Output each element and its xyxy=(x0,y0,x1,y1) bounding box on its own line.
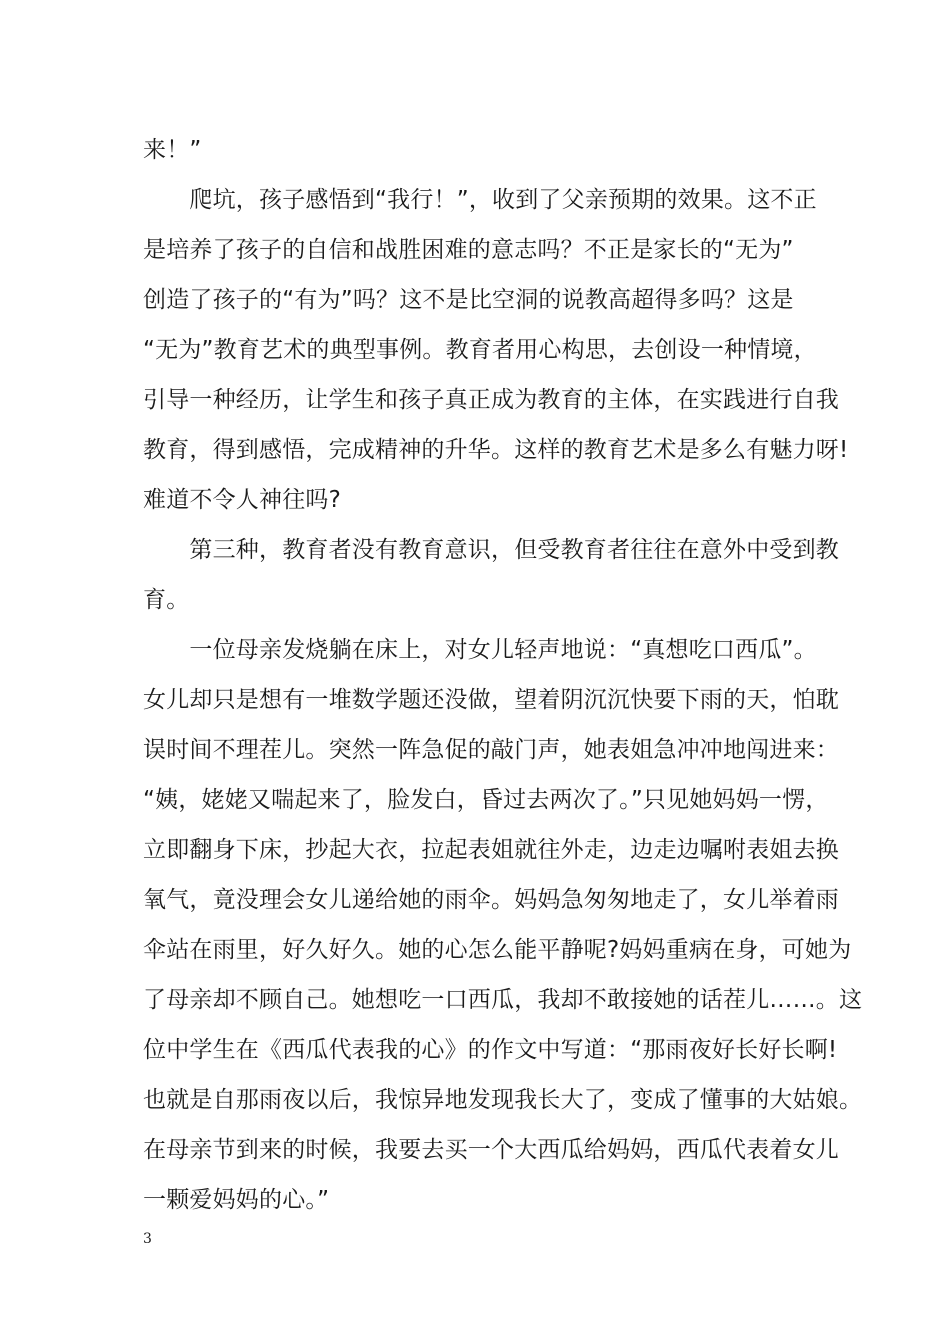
text-line: 伞站在雨里，好久好久。她的心怎么能平静呢?妈妈重病在身，可她为 xyxy=(143,937,852,963)
text-line: 位中学生在《西瓜代表我的心》的作文中写道：“那雨夜好长好长啊! xyxy=(143,1037,838,1063)
text-line: 在母亲节到来的时候，我要去买一个大西瓜给妈妈，西瓜代表着女儿 xyxy=(143,1137,839,1163)
text-line: 了母亲却不顾自己。她想吃一口西瓜，我却不敢接她的话茬儿……。这 xyxy=(143,987,863,1013)
text-line: 立即翻身下床，抄起大衣，拉起表姐就往外走，边走边嘱咐表姐去换 xyxy=(143,837,839,863)
text-line: 第三种，教育者没有教育意识，但受教育者往往在意外中受到教 xyxy=(143,537,839,563)
text-line: 引导一种经历，让学生和孩子真正成为教育的主体，在实践进行自我 xyxy=(143,387,839,413)
text-line: 女儿却只是想有一堆数学题还没做，望着阴沉沉快要下雨的天，怕耽 xyxy=(143,687,839,713)
text-line: “无为”教育艺术的典型事例。教育者用心构思，去创设一种情境， xyxy=(143,337,817,363)
text-line: “姨，姥姥又喘起来了，脸发白，昏过去两次了。”只见她妈妈一愣， xyxy=(143,787,829,813)
text-line: 爬坑，孩子感悟到“我行！”，收到了父亲预期的效果。这不正 xyxy=(143,187,817,213)
page-number: 3 xyxy=(143,1231,152,1247)
text-line: 教育，得到感悟，完成精神的升华。这样的教育艺术是多么有魅力呀! xyxy=(143,437,849,463)
text-line: 一颗爱妈妈的心。” xyxy=(143,1187,330,1213)
text-line: 氧气，竟没理会女儿递给她的雨伞。妈妈急匆匆地走了，女儿举着雨 xyxy=(143,887,839,913)
text-line: 来！” xyxy=(143,137,202,163)
text-line: 育。 xyxy=(143,587,190,613)
text-line: 是培养了孩子的自信和战胜困难的意志吗？不正是家长的“无为” xyxy=(143,237,794,263)
text-line: 创造了孩子的“有为”吗？这不是比空洞的说教高超得多吗？这是 xyxy=(143,287,794,313)
text-line: 也就是自那雨夜以后，我惊异地发现我长大了，变成了懂事的大姑娘。 xyxy=(143,1087,863,1113)
text-line: 难道不令人神往吗? xyxy=(143,487,342,513)
text-line: 一位母亲发烧躺在床上，对女儿轻声地说：“真想吃口西瓜”。 xyxy=(143,637,817,663)
text-line: 误时间不理茬儿。突然一阵急促的敲门声，她表姐急冲冲地闯进来： xyxy=(143,737,839,763)
